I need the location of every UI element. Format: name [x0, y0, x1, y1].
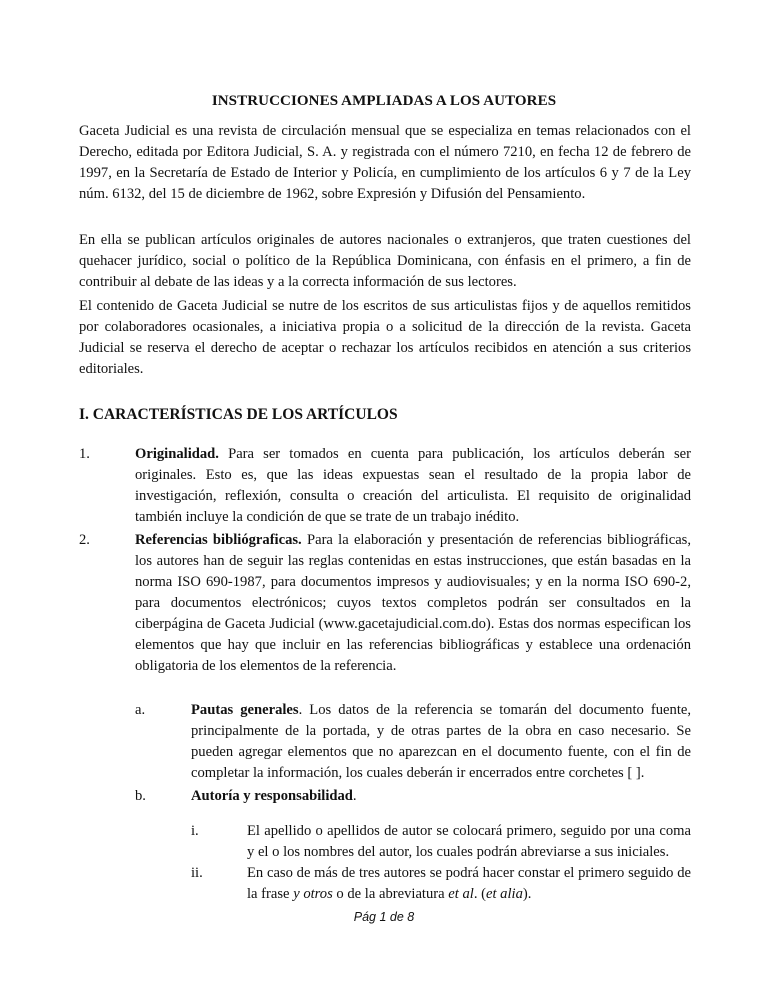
subitem-text: . Los datos de la referencia se tomarán del documento fuente, principalmente de la portada, y de otras partes de la obra en caso necesario. Se pueden agregar elementos que no aparezcan en el documento fuente, con el fin de completar la información, los cuales deberán ir encerrados entre corchetes [ ].	[191, 702, 691, 781]
intro-paragraph-2: En ella se publican artículos originales de autores nacionales o extranjeros, que traten cuestiones del quehacer jurídico, social o político de la República Dominicana, con énfasis en el primero, a fin de contribuir al debate de las ideas y a la correcta información de sus lectores.	[79, 232, 691, 290]
list-item-number: 2.	[79, 532, 90, 548]
emphasis-et-al: et al	[448, 886, 474, 902]
roman-item-i	[191, 821, 691, 863]
subitem-pautas-generales	[135, 700, 691, 784]
subitem-letter: a.	[135, 702, 146, 718]
roman-item-text: . (	[473, 886, 486, 902]
roman-numeral: ii.	[191, 865, 203, 881]
list-item-text: Para la elaboración y presentación de referencias bibliográficas, los autores han de seguir las reglas contenidas en estas instrucciones, que están basadas en la norma ISO 690-1987, para documentos impresos y audiovisuales; y en la norma ISO 690-2, para documentos electrónicos; cuyos textos completos podrán ser consultados en la ciberpágina de Gaceta Judicial (www.gacetajudicial.com.do). Estas dos normas especifican los elementos que hay que incluir en las referencias bibliográficas y establece una ordenación obligatoria de los elementos de la referencia.	[135, 532, 691, 674]
list-item-originalidad	[79, 444, 691, 528]
intro-paragraph-3: El contenido de Gaceta Judicial se nutre de los escritos de sus articulistas fijos y de aquellos remitidos por colaboradores ocasionales, a iniciativa propia o a solicitud de la dirección de la revista. Gaceta Judicial se reserva el derecho de aceptar o rechazar los artículos recibidos en atención a sus criterios editoriales.	[79, 298, 691, 377]
emphasis-y-otros: y otros	[293, 886, 333, 902]
page-number: Pág 1 de 8	[353, 910, 415, 924]
list-item-lead: Referencias bibliógraficas.	[135, 532, 302, 548]
subitem-lead: Pautas generales	[191, 702, 299, 718]
subitem-text: .	[352, 788, 357, 804]
subitem-body	[191, 786, 691, 807]
list-item-body	[135, 530, 691, 677]
subitem-letter: b.	[135, 788, 146, 804]
roman-item-ii	[191, 863, 691, 905]
intro-paragraph-1: Gaceta Judicial es una revista de circulación mensual que se especializa en temas relacionados con el Derecho, editada por Editora Judicial, S. A. y registrada con el número 7210, en fecha 12 de febrero de 1997, en la Secretaría de Estado de Interior y Policía, en cumplimiento de los artículos 6 y 7 de la Ley núm. 6132, del 15 de diciembre de 1962, sobre Expresión y Difusión del Pensamiento.	[79, 123, 691, 202]
list-item-referencias	[79, 530, 691, 677]
emphasis-et-alia: et alia	[485, 886, 523, 902]
document-title: INSTRUCCIONES AMPLIADAS A LOS AUTORES	[211, 93, 557, 109]
roman-item-body	[247, 863, 691, 905]
list-item-body	[135, 444, 691, 528]
roman-item-text: En caso de más de tres autores se podrá hacer constar el primero seguido de la frase	[247, 865, 691, 902]
list-item-lead: Originalidad.	[135, 446, 219, 462]
roman-item-text: ).	[522, 886, 532, 902]
list-item-text: Para ser tomados en cuenta para publicación, los artículos deberán ser originales. Esto es, que las ideas expuestas sean el resultado de la propia labor de investigación, reflexión, consulta o creación del articulista. El requisito de originalidad también incluye la condición de que se trate de un trabajo inédito.	[135, 446, 691, 525]
roman-numeral: i.	[191, 823, 199, 839]
subitem-lead: Autoría y responsabilidad	[191, 788, 353, 804]
section-heading: I. CARACTERÍSTICAS DE LOS ARTÍCULOS	[79, 406, 398, 423]
roman-item-text: El apellido o apellidos de autor se colocará primero, seguido por una coma y el o los nombres del autor, los cuales podrán abreviarse a sus iniciales.	[247, 823, 691, 860]
subitem-autoria	[135, 786, 691, 807]
list-item-number: 1.	[79, 446, 90, 462]
subitem-body	[191, 700, 691, 784]
roman-item-text: o de la abreviatura	[332, 886, 449, 902]
